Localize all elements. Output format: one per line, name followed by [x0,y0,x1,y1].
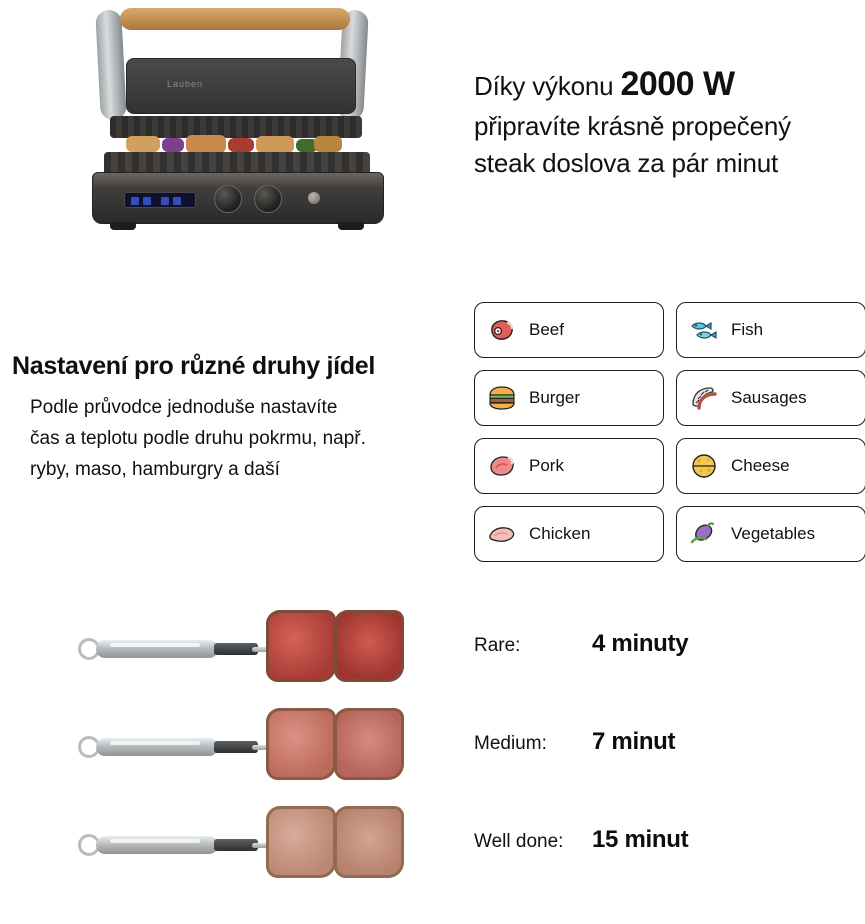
food-preset-cheese[interactable] [676,438,865,494]
grill-knob-temperature [214,185,242,213]
doneness-time: 4 minuty [592,630,689,657]
skewer-handle [96,836,218,854]
pork-icon [487,451,517,481]
doneness-row-medium [474,728,865,826]
settings-text-block [12,352,452,485]
food-preset-sausages[interactable] [676,370,865,426]
food-preset-burger[interactable] [474,370,664,426]
food-preset-fish[interactable] [676,302,865,358]
steak-skewer-well-done [70,798,430,884]
grill-foot-right [338,222,364,230]
food-preset-chicken[interactable] [474,506,664,562]
settings-description-line-3: ryby, maso, hamburgry a daší [30,458,280,480]
food-preset-label: Chicken [529,524,591,543]
food-preset-label: Fish [731,320,764,339]
power-value: 2000 W [620,65,735,103]
grill-power-indicator [308,192,320,204]
sausages-icon [689,383,719,413]
skewer-handle [96,640,218,658]
vegetables-icon [689,519,719,549]
doneness-time: 15 minut [592,826,689,853]
grill-product-image [18,0,428,250]
food-preset-label: Burger [529,388,581,407]
food-preset-label: Cheese [731,456,790,475]
doneness-row-well-done [474,826,865,924]
steak-piece [334,806,404,878]
grill-foot-left [110,222,136,230]
skewer-handle [96,738,218,756]
food-preset-label: Pork [529,456,564,475]
steak-doneness-images [70,600,430,890]
doneness-time: 7 minut [592,728,676,755]
doneness-label: Medium: [474,733,547,754]
doneness-label: Rare: [474,635,521,656]
grill-lid [126,58,356,114]
grill-wooden-handle [120,8,350,30]
steak-piece [266,708,336,780]
settings-description-line-1: Podle průvodce jednoduše nastavíte [30,397,338,418]
doneness-time-list [474,630,865,924]
doneness-row-rare [474,630,865,728]
power-headline-line3: steak doslova za pár minut [474,148,779,179]
steak-skewer-rare [70,602,430,688]
chicken-icon [487,519,517,549]
settings-description-line-2: čas a teplotu podle druhu pokrmu, např. [30,427,366,449]
food-preset-label: Sausages [731,388,807,407]
food-preset-pork[interactable] [474,438,664,494]
food-preset-vegetables[interactable] [676,506,865,562]
settings-title: Nastavení pro různé druhy jídel [12,352,376,380]
food-preset-beef[interactable] [474,302,664,358]
doneness-label: Well done: [474,831,564,852]
food-preset-grid [474,302,865,562]
power-headline-prefix: Díky výkonu [474,71,621,101]
food-preset-label: Vegetables [731,524,816,543]
steak-skewer-medium [70,700,430,786]
steak-piece [334,610,404,682]
cheese-icon [689,451,719,481]
product-brand-label: Lauben [167,79,204,89]
steak-piece [266,806,336,878]
beef-icon [487,315,517,345]
grill-knob-timer [254,185,282,213]
steak-piece [266,610,336,682]
steak-piece [334,708,404,780]
food-preset-label: Beef [529,320,564,339]
grill-display-panel [124,192,196,208]
burger-icon [487,383,517,413]
fish-icon [689,315,719,345]
power-headline [474,60,865,182]
settings-description [30,393,452,485]
power-headline-line2: připravíte krásně propečený [474,111,791,142]
